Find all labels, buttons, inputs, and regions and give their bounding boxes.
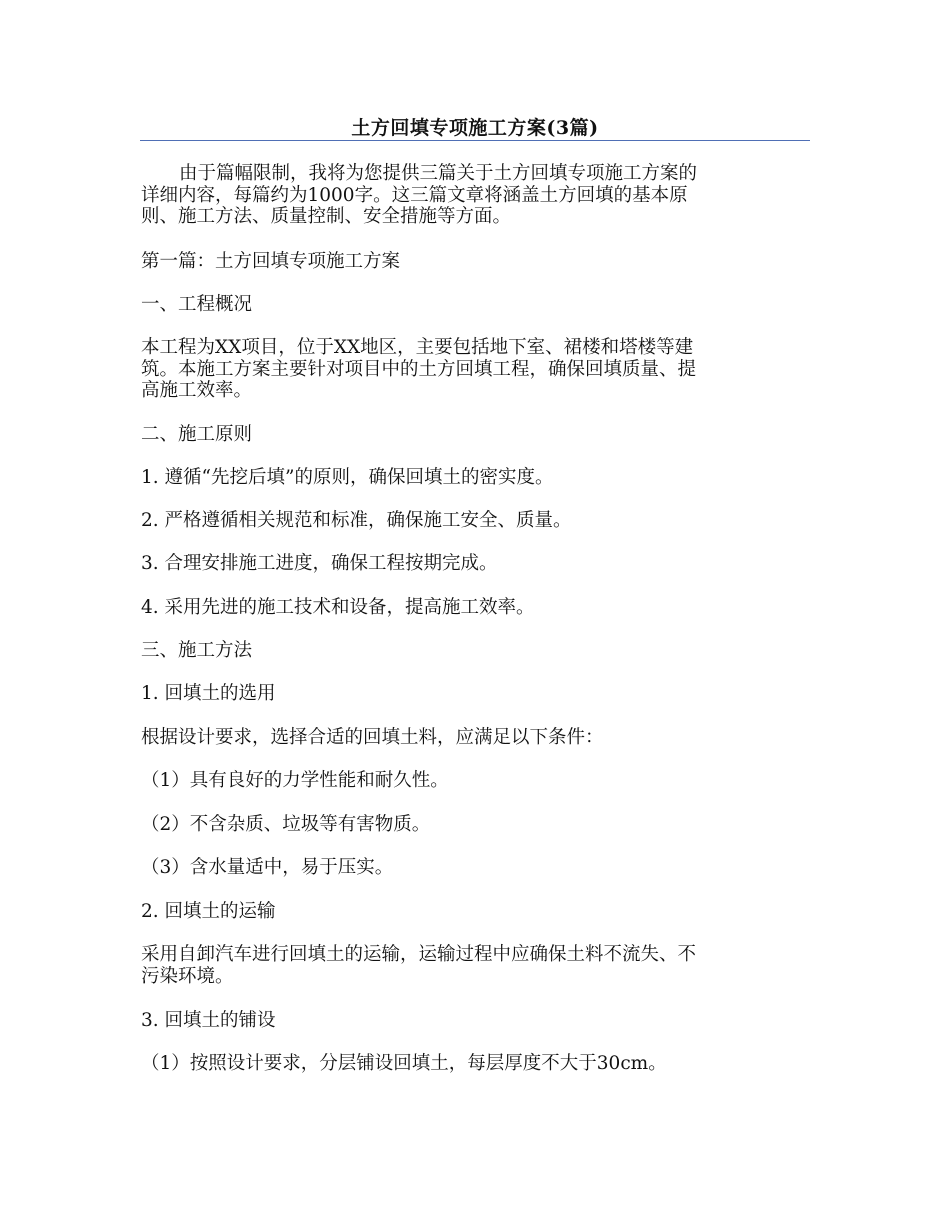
body-paragraph: 根据设计要求，选择合适的回填土料，应满足以下条件：: [141, 727, 604, 748]
subsection-heading: 3. 回填土的铺设: [141, 1010, 276, 1031]
list-item: 2. 严格遵循相关规范和标准，确保施工安全、质量。: [141, 510, 572, 531]
list-item: （3）含水量适中，易于压实。: [141, 857, 394, 878]
intro-paragraph: [141, 163, 805, 228]
paragraph-line: 详细内容，每篇约为1000字。这三篇文章将涵盖土方回填的基本原: [141, 184, 688, 206]
section-heading: 二、施工原则: [141, 424, 253, 445]
subsection-heading: 2. 回填土的运输: [141, 901, 276, 922]
body-paragraph: [141, 337, 805, 402]
list-item: 4. 采用先进的施工技术和设备，提高施工效率。: [141, 597, 535, 618]
list-item: （1）具有良好的力学性能和耐久性。: [141, 770, 449, 791]
paragraph-line: 由于篇幅限制，我将为您提供三篇关于土方回填专项施工方案的: [179, 163, 698, 184]
paragraph-line: 则、施工方法、质量控制、安全措施等方面。: [141, 206, 512, 227]
paragraph-line: 本工程为XX项目，位于XX地区，主要包括地下室、裙楼和塔楼等建: [141, 337, 694, 358]
list-item: 1. 遵循“先挖后填”的原则，确保回填土的密实度。: [141, 467, 554, 488]
list-item: （1）按照设计要求，分层铺设回填土，每层厚度不大于30cm。: [141, 1053, 667, 1074]
title-underline: [140, 140, 810, 141]
paragraph-line: 高施工效率。: [141, 380, 253, 401]
paragraph-line: 采用自卸汽车进行回填土的运输，运输过程中应确保土料不流失、不: [141, 944, 697, 965]
section-heading: 一、工程概况: [141, 294, 253, 315]
part-heading: 第一篇：土方回填专项施工方案: [141, 251, 401, 272]
body-paragraph: [141, 944, 805, 987]
section-heading: 三、施工方法: [141, 640, 253, 661]
list-item: 3. 合理安排施工进度，确保工程按期完成。: [141, 553, 498, 574]
subsection-heading: 1. 回填土的选用: [141, 683, 276, 704]
document-title: 土方回填专项施工方案(3篇): [351, 117, 599, 139]
paragraph-line: 污染环境。: [141, 965, 234, 987]
list-item: （2）不含杂质、垃圾等有害物质。: [141, 814, 431, 835]
paragraph-line: 筑。本施工方案主要针对项目中的土方回填工程，确保回填质量、提: [141, 358, 697, 380]
